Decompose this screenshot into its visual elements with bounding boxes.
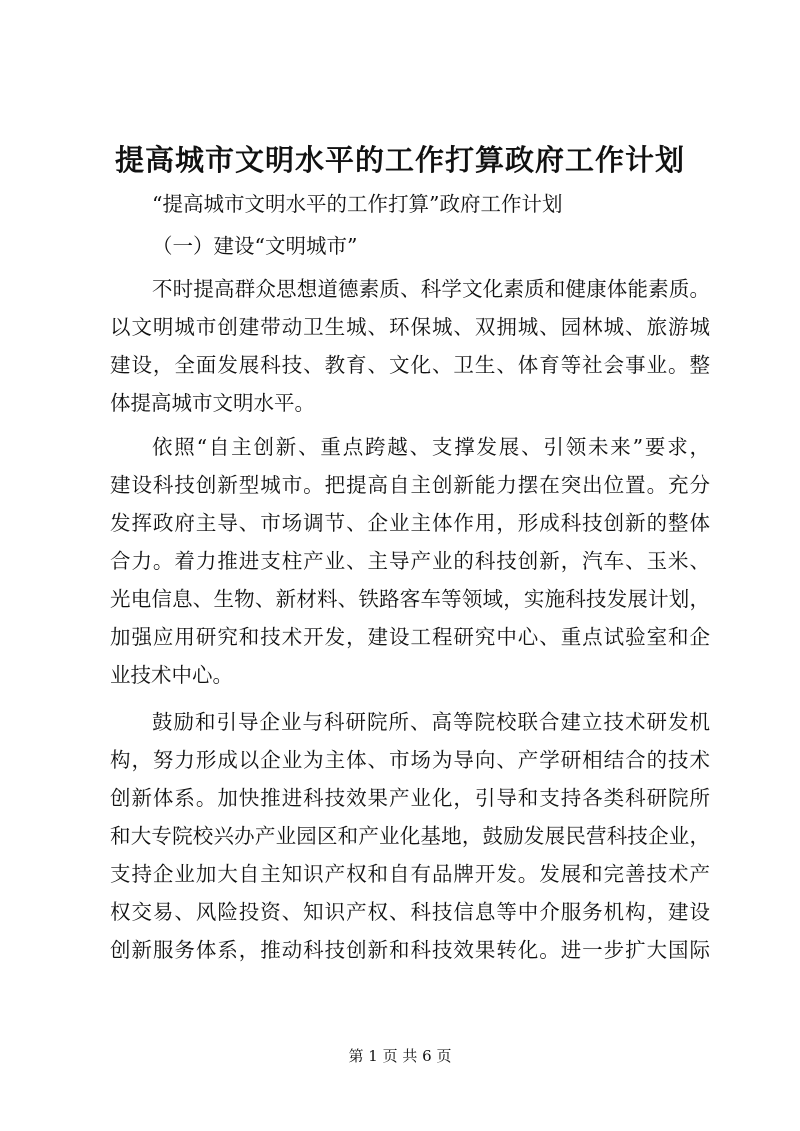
paragraph-line: 建设，全面发展科技、教育、文化、卫生、体育等社会事业。整 bbox=[110, 353, 710, 377]
paragraph-line: 创新体系。加快推进科技效果产业化，引导和支持各类科研院所 bbox=[110, 786, 710, 810]
paragraph-line: 不时提高群众思想道德素质、科学文化素质和健康体能素质。 bbox=[152, 277, 710, 301]
paragraph-line: 依照“自主创新、重点跨越、支撑发展、引领未来”要求， bbox=[152, 435, 710, 459]
paragraph-line: 体提高城市文明水平。 bbox=[110, 391, 315, 415]
paragraph-line: 合力。着力推进支柱产业、主导产业的科技创新，汽车、玉米、 bbox=[110, 549, 710, 573]
paragraph-line: 加强应用研究和技术开发，建设工程研究中心、重点试验室和企 bbox=[110, 625, 710, 649]
paragraph-line: 构，努力形成以企业为主体、市场为导向、产学研相结合的技术 bbox=[110, 748, 710, 772]
section-heading: （一）建设“文明城市” bbox=[152, 234, 358, 258]
paragraph-line: 光电信息、生物、新材料、铁路客车等领域，实施科技发展计划， bbox=[110, 587, 710, 611]
subtitle-line: “提高城市文明水平的工作打算”政府工作计划 bbox=[152, 192, 563, 216]
paragraph-line: 权交易、风险投资、知识产权、科技信息等中介服务机构，建设 bbox=[110, 900, 710, 924]
paragraph-line: 建设科技创新型城市。把提高自主创新能力摆在突出位置。充分 bbox=[110, 473, 710, 497]
page-title: 提高城市文明水平的工作打算政府工作计划 bbox=[114, 143, 685, 177]
paragraph-line: 创新服务体系，推动科技创新和科技效果转化。进一步扩大国际 bbox=[110, 938, 710, 962]
paragraph-line: 鼓励和引导企业与科研院所、高等院校联合建立技术研发机 bbox=[152, 710, 710, 734]
paragraph-line: 支持企业加大自主知识产权和自有品牌开发。发展和完善技术产 bbox=[110, 862, 710, 886]
paragraph-line: 以文明城市创建带动卫生城、环保城、双拥城、园林城、旅游城 bbox=[110, 315, 710, 339]
paragraph-line: 和大专院校兴办产业园区和产业化基地，鼓励发展民营科技企业， bbox=[110, 824, 710, 848]
page-number-footer: 第 1 页 共 6 页 bbox=[348, 1047, 452, 1065]
paragraph-line: 发挥政府主导、市场调节、企业主体作用，形成科技创新的整体 bbox=[110, 511, 710, 535]
paragraph-line: 业技术中心。 bbox=[110, 663, 233, 687]
